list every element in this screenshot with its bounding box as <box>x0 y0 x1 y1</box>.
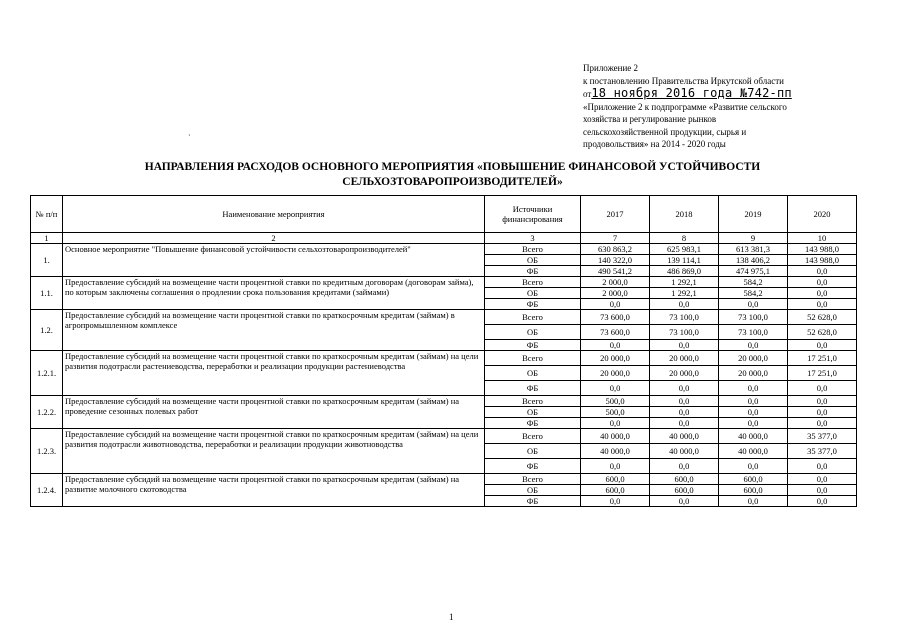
funding-source: ОБ <box>485 288 581 299</box>
amount-cell: 0,0 <box>581 340 650 351</box>
funding-source: Всего <box>485 474 581 485</box>
table-row <box>31 310 857 325</box>
amount-cell: 0,0 <box>581 459 650 474</box>
amount-cell: 0,0 <box>650 407 719 418</box>
document-title <box>80 160 825 190</box>
header-line: «Приложение 2 к подпрограмме «Развитие сельского <box>583 101 787 112</box>
activity-name: Предоставление субсидий на возмещение части процентной ставки по краткосрочным кредитам (займам) в агропромышленном комплексе <box>63 310 485 351</box>
amount-cell: 40 000,0 <box>581 429 650 444</box>
amount-cell: 35 377,0 <box>788 444 857 459</box>
appendix-header <box>583 62 833 151</box>
amount-cell: 474 975,1 <box>719 266 788 277</box>
amount-cell: 0,0 <box>581 299 650 310</box>
amount-cell: 625 983,1 <box>650 244 719 255</box>
amount-cell: 40 000,0 <box>581 444 650 459</box>
amount-cell: 73 600,0 <box>581 325 650 340</box>
header-year: 2019 <box>719 196 788 233</box>
header-year: 2020 <box>788 196 857 233</box>
funding-source: ОБ <box>485 444 581 459</box>
activity-name: Предоставление субсидий на возмещение части процентной ставки по краткосрочным кредитам (займам) на проведение сезонных полевых работ <box>63 396 485 429</box>
amount-cell: 40 000,0 <box>650 429 719 444</box>
row-number: 1. <box>31 244 63 277</box>
column-index: 1 <box>31 233 63 244</box>
funding-source: ФБ <box>485 381 581 396</box>
amount-cell: 0,0 <box>788 407 857 418</box>
amount-cell: 0,0 <box>650 340 719 351</box>
amount-cell: 20 000,0 <box>719 366 788 381</box>
funding-source: Всего <box>485 429 581 444</box>
row-number: 1.2.2. <box>31 396 63 429</box>
row-number: 1.2. <box>31 310 63 351</box>
activity-name: Предоставление субсидий на возмещение части процентной ставки по кредитным договорам (договорам займа), по которым заключены соглашения о продлении срока пользования кредитами (займами) <box>63 277 485 310</box>
amount-cell: 584,2 <box>719 277 788 288</box>
funding-source: ФБ <box>485 266 581 277</box>
amount-cell: 140 322,0 <box>581 255 650 266</box>
amount-cell: 139 114,1 <box>650 255 719 266</box>
amount-cell: 600,0 <box>719 485 788 496</box>
amount-cell: 600,0 <box>650 474 719 485</box>
table-row <box>31 396 857 407</box>
funding-source: Всего <box>485 277 581 288</box>
amount-cell: 73 100,0 <box>650 310 719 325</box>
amount-cell: 17 251,0 <box>788 366 857 381</box>
amount-cell: 17 251,0 <box>788 351 857 366</box>
amount-cell: 500,0 <box>581 396 650 407</box>
amount-cell: 20 000,0 <box>650 366 719 381</box>
amount-cell: 0,0 <box>788 381 857 396</box>
table-row <box>31 351 857 366</box>
amount-cell: 486 869,0 <box>650 266 719 277</box>
amount-cell: 0,0 <box>650 459 719 474</box>
amount-cell: 73 100,0 <box>650 325 719 340</box>
funding-source: Всего <box>485 244 581 255</box>
amount-cell: 0,0 <box>650 299 719 310</box>
amount-cell: 0,0 <box>581 381 650 396</box>
amount-cell: 0,0 <box>719 299 788 310</box>
amount-cell: 630 863,2 <box>581 244 650 255</box>
amount-cell: 20 000,0 <box>719 351 788 366</box>
amount-cell: 2 000,0 <box>581 277 650 288</box>
amount-cell: 0,0 <box>581 418 650 429</box>
amount-cell: 0,0 <box>719 396 788 407</box>
funding-source: ОБ <box>485 366 581 381</box>
funding-source: ФБ <box>485 340 581 351</box>
amount-cell: 143 988,0 <box>788 255 857 266</box>
amount-cell: 584,2 <box>719 288 788 299</box>
funding-source: ФБ <box>485 299 581 310</box>
table-row <box>31 474 857 485</box>
amount-cell: 0,0 <box>719 459 788 474</box>
amount-cell: 600,0 <box>581 474 650 485</box>
amount-cell: 0,0 <box>719 418 788 429</box>
title-line-1: НАПРАВЛЕНИЯ РАСХОДОВ ОСНОВНОГО МЕРОПРИЯТИЯ «ПОВЫШЕНИЕ ФИНАНСОВОЙ УСТОЙЧИВОСТИ <box>144 161 761 173</box>
amount-cell: 0,0 <box>650 496 719 507</box>
header-line: Приложение 2 <box>583 63 639 73</box>
row-number: 1.2.1. <box>31 351 63 396</box>
amount-cell: 52 628,0 <box>788 310 857 325</box>
activity-name: Предоставление субсидий на возмещение части процентной ставки по краткосрочным кредитам (займам) на развитие молочного скотоводства <box>63 474 485 507</box>
amount-cell: 0,0 <box>788 299 857 310</box>
page-number: 1 <box>449 612 454 622</box>
funding-source: ОБ <box>485 255 581 266</box>
funding-source: ФБ <box>485 459 581 474</box>
amount-cell: 73 100,0 <box>719 310 788 325</box>
column-index: 8 <box>650 233 719 244</box>
funding-source: ОБ <box>485 485 581 496</box>
amount-cell: 40 000,0 <box>719 444 788 459</box>
header-year: 2018 <box>650 196 719 233</box>
amount-cell: 143 988,0 <box>788 244 857 255</box>
amount-cell: 0,0 <box>581 496 650 507</box>
row-number: 1.2.4. <box>31 474 63 507</box>
column-index: 7 <box>581 233 650 244</box>
header-line: от <box>583 89 592 99</box>
funding-source: ФБ <box>485 496 581 507</box>
header-line: продовольствия» на 2014 - 2020 годы <box>583 139 726 149</box>
funding-source: ОБ <box>485 407 581 418</box>
amount-cell: 20 000,0 <box>581 351 650 366</box>
activity-name: Основное мероприятие "Повышение финансовой устойчивости сельхозтоваропроизводителей" <box>63 244 485 277</box>
amount-cell: 20 000,0 <box>581 366 650 381</box>
amount-cell: 52 628,0 <box>788 325 857 340</box>
table-row <box>31 429 857 444</box>
activity-name: Предоставление субсидий на возмещение части процентной ставки по краткосрочным кредитам (займам) на цели развития подотрасли животноводства, переработки и реализации продукции животноводства <box>63 429 485 474</box>
column-index: 10 <box>788 233 857 244</box>
table-row <box>31 277 857 288</box>
amount-cell: 0,0 <box>719 496 788 507</box>
amount-cell: 0,0 <box>650 381 719 396</box>
amount-cell: 1 292,1 <box>650 277 719 288</box>
amount-cell: 500,0 <box>581 407 650 418</box>
column-index: 3 <box>485 233 581 244</box>
header-year: 2017 <box>581 196 650 233</box>
amount-cell: 35 377,0 <box>788 429 857 444</box>
column-index-row <box>31 233 857 244</box>
scan-speck: · <box>188 131 191 140</box>
row-number: 1.2.3. <box>31 429 63 474</box>
table-body <box>31 244 857 507</box>
amount-cell: 0,0 <box>788 459 857 474</box>
amount-cell: 40 000,0 <box>719 429 788 444</box>
handwritten-date: 18 ноября 2016 года №742-пп <box>591 86 792 100</box>
amount-cell: 600,0 <box>719 474 788 485</box>
amount-cell: 0,0 <box>650 396 719 407</box>
header-date-line <box>583 87 833 101</box>
title-line-2: СЕЛЬХОЗТОВАРОПРОИЗВОДИТЕЛЕЙ» <box>342 176 563 188</box>
row-number: 1.1. <box>31 277 63 310</box>
header-line: хозяйства и регулирование рынков <box>583 114 717 124</box>
amount-cell: 0,0 <box>788 266 857 277</box>
header-line: сельскохозяйственной продукции, сырья и <box>583 126 747 137</box>
amount-cell: 0,0 <box>788 496 857 507</box>
funding-source: Всего <box>485 351 581 366</box>
header-name: Наименование мероприятия <box>63 196 485 233</box>
amount-cell: 138 406,2 <box>719 255 788 266</box>
amount-cell: 600,0 <box>581 485 650 496</box>
amount-cell: 490 541,2 <box>581 266 650 277</box>
amount-cell: 20 000,0 <box>650 351 719 366</box>
activity-name: Предоставление субсидий на возмещение части процентной ставки по краткосрочным кредитам (займам) на цели развития подотрасли растениеводства, переработки и реализации продукции растениеводства <box>63 351 485 396</box>
amount-cell: 0,0 <box>719 340 788 351</box>
funding-source: Всего <box>485 396 581 407</box>
amount-cell: 600,0 <box>650 485 719 496</box>
table-row <box>31 244 857 255</box>
expenditure-table <box>30 195 857 507</box>
amount-cell: 0,0 <box>788 340 857 351</box>
header-line: к постановлению Правительства Иркутской области <box>583 75 784 86</box>
column-index: 2 <box>63 233 485 244</box>
funding-source: Всего <box>485 310 581 325</box>
amount-cell: 0,0 <box>788 288 857 299</box>
amount-cell: 0,0 <box>788 277 857 288</box>
funding-source: ОБ <box>485 325 581 340</box>
column-index: 9 <box>719 233 788 244</box>
amount-cell: 0,0 <box>788 396 857 407</box>
amount-cell: 40 000,0 <box>650 444 719 459</box>
table-header-row <box>31 196 857 233</box>
amount-cell: 0,0 <box>788 474 857 485</box>
funding-source: ФБ <box>485 418 581 429</box>
amount-cell: 613 381,3 <box>719 244 788 255</box>
amount-cell: 73 100,0 <box>719 325 788 340</box>
header-source: Источники финансирования <box>485 196 581 233</box>
amount-cell: 0,0 <box>719 381 788 396</box>
amount-cell: 2 000,0 <box>581 288 650 299</box>
amount-cell: 1 292,1 <box>650 288 719 299</box>
amount-cell: 0,0 <box>650 418 719 429</box>
amount-cell: 0,0 <box>788 485 857 496</box>
amount-cell: 0,0 <box>719 407 788 418</box>
header-num: № п/п <box>31 196 63 233</box>
amount-cell: 0,0 <box>788 418 857 429</box>
amount-cell: 73 600,0 <box>581 310 650 325</box>
